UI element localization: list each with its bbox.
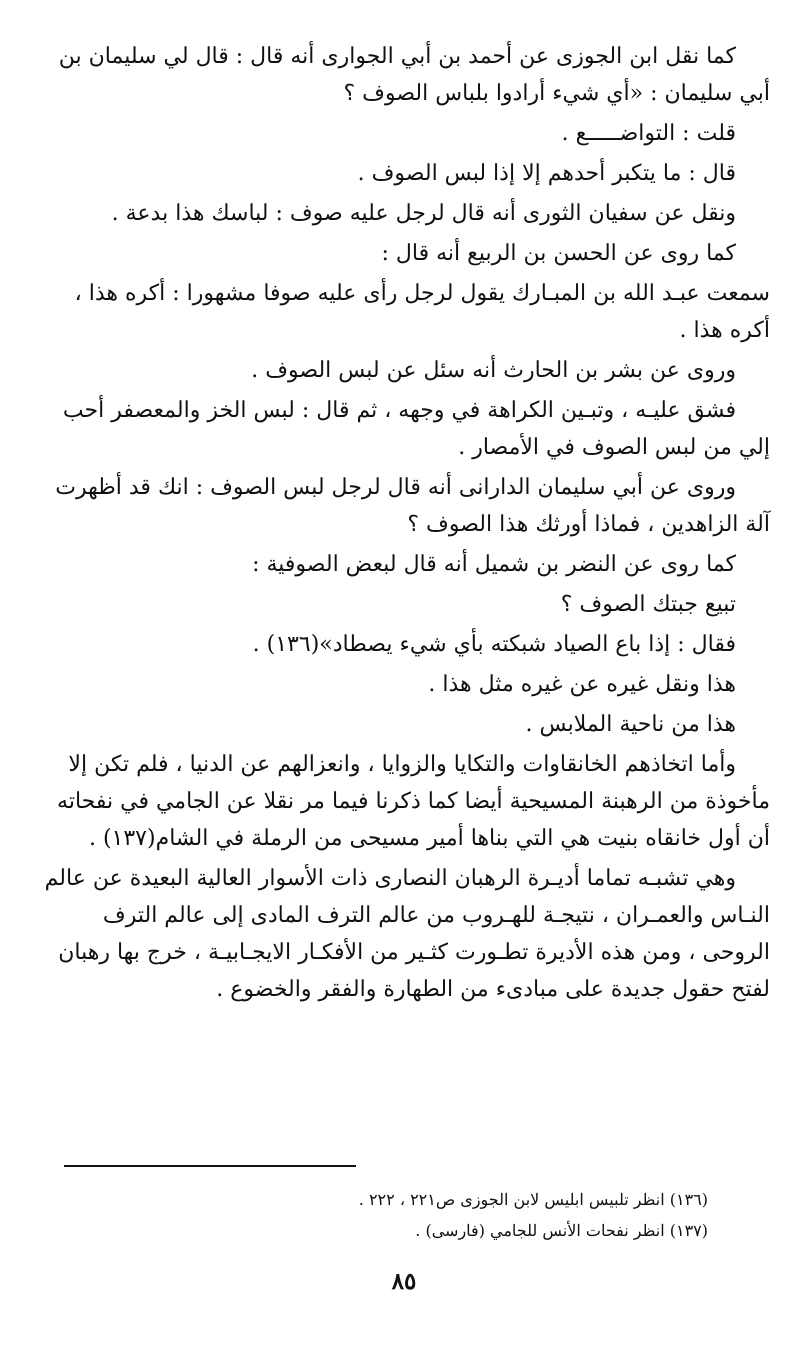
paragraph-ibn-mubarak: سمعت عبـد الله بن المبـارك يقول لرجل رأى عليه صوفا مشهورا : أكره هذا ، أكره هذا .	[74, 281, 770, 343]
footnote-137: (١٣٧) انظر نفحات الأنس للجامي (فارسى) .	[415, 1221, 708, 1240]
paragraph-khanqahs: وأما اتخاذهم الخانقاوات والتكايا والزوايا ، وانعزالهم عن الدنيا ، فلم تكن إلا مأخوذة من الرهبنة المسيحية أيضا كما ذكرنا فيما مر نقلا عن الجامي في نفحاته أن أول خانقاه بنيت هي التي بناها أمير مسيحى من الرملة في الشام(١٣٧) .	[57, 752, 770, 851]
paragraph-monasteries: وهي تشبـه تماما أديـرة الرهبان النصارى ذات الأسوار العالية البعيدة عن عالم النـاس والعمـران ، نتيجـة للهـروب من عالم الترف المادى إلى عالم الترف الروحى ، ومن هذه الأديرة تطـورت كثـير من الأفكـار الايجـابيـة ، خرج بها رهبان لفتح حقول جديدة على مبادىء من الطهارة والفقر والخضوع .	[44, 866, 770, 1002]
footnotes	[58, 1184, 708, 1246]
paragraph-clothing: هذا من ناحية الملابس .	[525, 712, 736, 737]
paragraph-darani: وروى عن أبي سليمان الدارانى أنه قال لرجل لبس الصوف : انك قد أظهرت آلة الزاهدين ، فماذا أورثك هذا الصوف ؟	[55, 475, 770, 537]
paragraph-fisherman: فقال : إذا باع الصياد شبكته بأي شيء يصطاد»(١٣٦) .	[252, 632, 736, 657]
paragraph-humility-reply: قلت : التواضـــــع .	[561, 121, 736, 146]
paragraph-arrogance: قال : ما يتكبر أحدهم إلا إذا لبس الصوف .	[357, 161, 736, 186]
footnote-136: (١٣٦) انظر تلبيس ابليس لابن الجوزى ص٢٢١ ، ٢٢٢ .	[358, 1190, 708, 1209]
paragraph-question: تبيع جبتك الصوف ؟	[560, 592, 736, 617]
paragraph-bishr-reply: فشق عليـه ، وتبـين الكراهة في وجهه ، ثم قال : لبس الخز والمعصفر أحب إلي من لبس الصوف في الأمصار .	[62, 398, 770, 460]
paragraph-nadr: كما روى عن النضر بن شميل أنه قال لبعض الصوفية :	[252, 552, 736, 577]
paragraph-bishr: وروى عن بشر بن الحارث أنه سئل عن لبس الصوف .	[251, 358, 736, 383]
paragraph-thawri: ونقل عن سفيان الثورى أنه قال لرجل عليه صوف : لباسك هذا بدعة .	[111, 201, 736, 226]
footnote-separator	[64, 1165, 356, 1167]
paragraph-hasan-rabi: كما روى عن الحسن بن الربيع أنه قال :	[381, 241, 736, 266]
paragraph-others: هذا ونقل غيره عن غيره مثل هذا .	[428, 672, 736, 697]
page-number: ٨٥	[391, 1268, 417, 1295]
main-text	[37, 38, 770, 1011]
paragraph-ibn-jawzi: كما نقل ابن الجوزى عن أحمد بن أبي الجوارى أنه قال : قال لي سليمان بن أبي سليمان : «أي شيء أرادوا بلباس الصوف ؟	[58, 44, 770, 106]
